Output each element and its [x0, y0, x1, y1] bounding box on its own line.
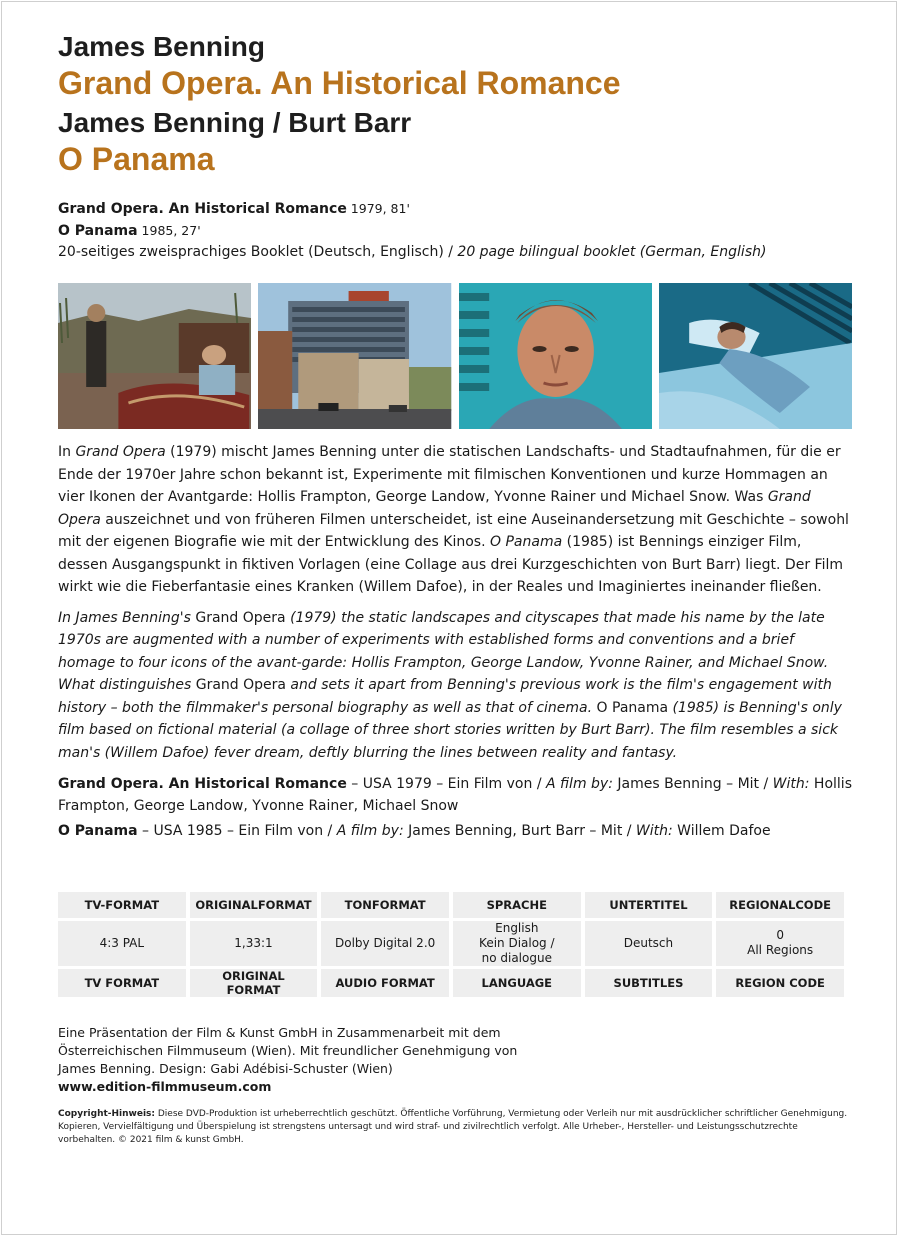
film-2-meta-info: 1985, 27' [137, 223, 201, 238]
specs-value-language-line-1: English [495, 920, 539, 935]
specs-header-audio-format-de: TONFORMAT [321, 892, 449, 918]
booklet-info [58, 242, 852, 263]
specs-header-original-format-en: ORIGINAL FORMAT [190, 969, 318, 997]
description-en-part-7: (1985) is Benning's only film based on fictional material (a collage of three short stories written by Burt Barr). The film resembles a sick man's (Willem Dafoe) fever dream, deftly blurring the lines between reality and fantasy. [58, 699, 842, 761]
still-city-street [258, 283, 451, 429]
film-2-meta-title: O Panama [58, 223, 138, 239]
credits-film-1 [58, 774, 852, 817]
credits-film-1-title: Grand Opera. An Historical Romance [58, 776, 347, 792]
footer-line-3: James Benning. Design: Gabi Adébisi-Schuster (Wien) [58, 1060, 393, 1076]
description-de-part-1: In [58, 444, 76, 460]
specs-value-language-line-2: Kein Dialog / [479, 935, 555, 950]
footer-line-1: Eine Präsentation der Film & Kunst GmbH in Zusammenarbeit mit dem [58, 1024, 501, 1040]
credits-film-2 [58, 821, 852, 843]
credits-film-2-c: James Benning, Burt Barr – Mit / [403, 823, 636, 839]
footer-website-link[interactable] [58, 1078, 852, 1096]
specs-value-region-code [716, 921, 844, 966]
specs-value-region-code-line-2: All Regions [747, 943, 814, 957]
film-title-heading-2: O Panama [58, 141, 215, 177]
description-de-part-4: Grand Opera [58, 489, 811, 528]
specs-header-audio-format-en: AUDIO FORMAT [321, 969, 449, 997]
description-en-part-6: O Panama [596, 699, 669, 716]
description-de-part-6: O Panama [490, 534, 563, 550]
credits-film-2-e: Willem Dafoe [672, 823, 771, 839]
still-desert-scene [58, 283, 251, 429]
director-heading-1: James Benning [58, 31, 265, 62]
specs-value-language-line-3: no dialogue [481, 950, 552, 965]
film-1-meta-title: Grand Opera. An Historical Romance [58, 201, 347, 217]
description-en-part-5: and sets it apart from Benning's previous work is the film's engagement with history – both the filmmaker's personal biography as well as that of cinema. [58, 677, 832, 716]
description-english [58, 607, 852, 765]
still-portrait-closeup [459, 283, 652, 429]
specs-value-audio-format: Dolby Digital 2.0 [321, 921, 449, 966]
specs-header-language-de: SPRACHE [453, 892, 581, 918]
specs-value-region-code-line-1: 0 [776, 928, 784, 942]
specs-value-original-format: 1,33:1 [190, 921, 318, 966]
film-credits [58, 774, 852, 843]
description-en-part-4: Grand Opera [195, 677, 286, 693]
specs-header-subtitles-en: SUBTITLES [585, 969, 713, 997]
description-en-part-3: (1979) the static landscapes and cityscapes that made his name by the late 1970s are augmented with a number of experiments with established forms and conventions and a brief homage to four icons of the avant-garde: Hollis Frampton, George Landow, Yvonne Rainer, and Michael Snow. What distinguishes [58, 609, 829, 693]
film-2-meta [58, 220, 852, 242]
copyright-label: Copyright-Hinweis: [58, 1108, 155, 1119]
credits-film-1-a: – USA 1979 – Ein Film von / [346, 776, 546, 792]
dvd-back-cover [58, 30, 852, 1147]
booklet-info-de: 20-seitiges zweisprachiges Booklet (Deutsch, Englisch) / [58, 244, 458, 260]
description-de-part-5: auszeichnet und von früheren Filmen unterscheidet, ist eine Auseinandersetzung mit Geschichte – sowohl mit der eigenen Biografie wie mit der Entwicklung des Kinos. [58, 511, 849, 550]
description-de-part-2: Grand Opera [75, 444, 166, 460]
credits-film-1-c: James Benning – Mit / [612, 776, 773, 792]
footer-website-text: www.edition-filmmuseum.com [58, 1078, 272, 1094]
specs-value-language [453, 921, 581, 966]
description-en-part-2: Grand Opera [195, 609, 286, 626]
copyright-notice [58, 1108, 852, 1147]
specs-header-row-de [58, 892, 844, 918]
footer-credits [58, 1024, 852, 1096]
specs-value-row [58, 921, 844, 966]
technical-specs-table [54, 889, 848, 1000]
specs-header-language-en: LANGUAGE [453, 969, 581, 997]
specs-header-tv-format-en: TV FORMAT [58, 969, 186, 997]
credits-film-2-a: – USA 1985 – Ein Film von / [137, 823, 337, 839]
film-1-meta [58, 198, 852, 220]
credits-film-2-b: A film by: [336, 823, 404, 839]
specs-header-region-code-de: REGIONALCODE [716, 892, 844, 918]
film-title-heading-1: Grand Opera. An Historical Romance [58, 65, 621, 101]
director-heading-2: James Benning / Burt Barr [58, 107, 412, 138]
specs-header-subtitles-de: UNTERTITEL [585, 892, 713, 918]
credits-film-1-b: A film by: [545, 776, 613, 792]
description-de-part-3: (1979) mischt James Benning unter die statischen Landschafts- und Stadtaufnahmen, für die er Ende der 1970er Jahre schon bekannt ist, Experimente mit filmischen Konventionen und kurze Hommagen an vier Ikonen der Avantgarde: Hollis Frampton, George Landow, Yvonne Rainer und Michael Snow. Was [58, 444, 841, 505]
description-german [58, 441, 852, 599]
footer-line-2: Österreichischen Filmmuseum (Wien). Mit freundlicher Genehmigung von [58, 1042, 518, 1058]
credits-film-2-d: With: [635, 823, 673, 839]
film-1-meta-info: 1979, 81' [346, 201, 410, 216]
specs-header-original-format-de: ORIGINALFORMAT [190, 892, 318, 918]
credits-film-1-d: With: [772, 776, 810, 792]
copyright-text: Diese DVD-Produktion ist urheberrechtlich geschützt. Öffentliche Vorführung, Vermietung oder Verleih nur mit ausdrücklicher schriftlicher Genehmigung. Kopieren, Vervielfältigung und Überspielung ist strengstens untersagt und wird straf- und zivilrechtlich verfolgt. Alle Urheber-, Hersteller- und Leistungsschutzrechte vorbehalten. © 2021 film & kunst GmbH. [58, 1108, 848, 1145]
specs-value-subtitles: Deutsch [585, 921, 713, 966]
specs-value-tv-format: 4:3 PAL [58, 921, 186, 966]
credits-film-1-e: Hollis Frampton, George Landow, Yvonne Rainer, Michael Snow [58, 776, 852, 814]
booklet-info-en: 20 page bilingual booklet (German, English) [457, 244, 767, 260]
film-stills [58, 283, 852, 429]
film-meta [58, 198, 852, 263]
still-man-in-bed [659, 283, 852, 429]
specs-header-tv-format-de: TV-FORMAT [58, 892, 186, 918]
description-de-part-7: (1985) ist Bennings einziger Film, dessen Ausgangspunkt in fiktiven Vorlagen (eine Collage aus drei Kurzgeschichten von Burt Barr) liegt. Der Film wirkt wie die Fieberfantasie eines Kranken (Willem Dafoe), in der Reales und Imaginiertes ineinander fließen. [58, 534, 843, 595]
specs-header-region-code-en: REGION CODE [716, 969, 844, 997]
description-en-part-1: In James Benning's [58, 609, 196, 626]
specs-header-row-en [58, 969, 844, 997]
credits-film-2-title: O Panama [58, 823, 138, 839]
